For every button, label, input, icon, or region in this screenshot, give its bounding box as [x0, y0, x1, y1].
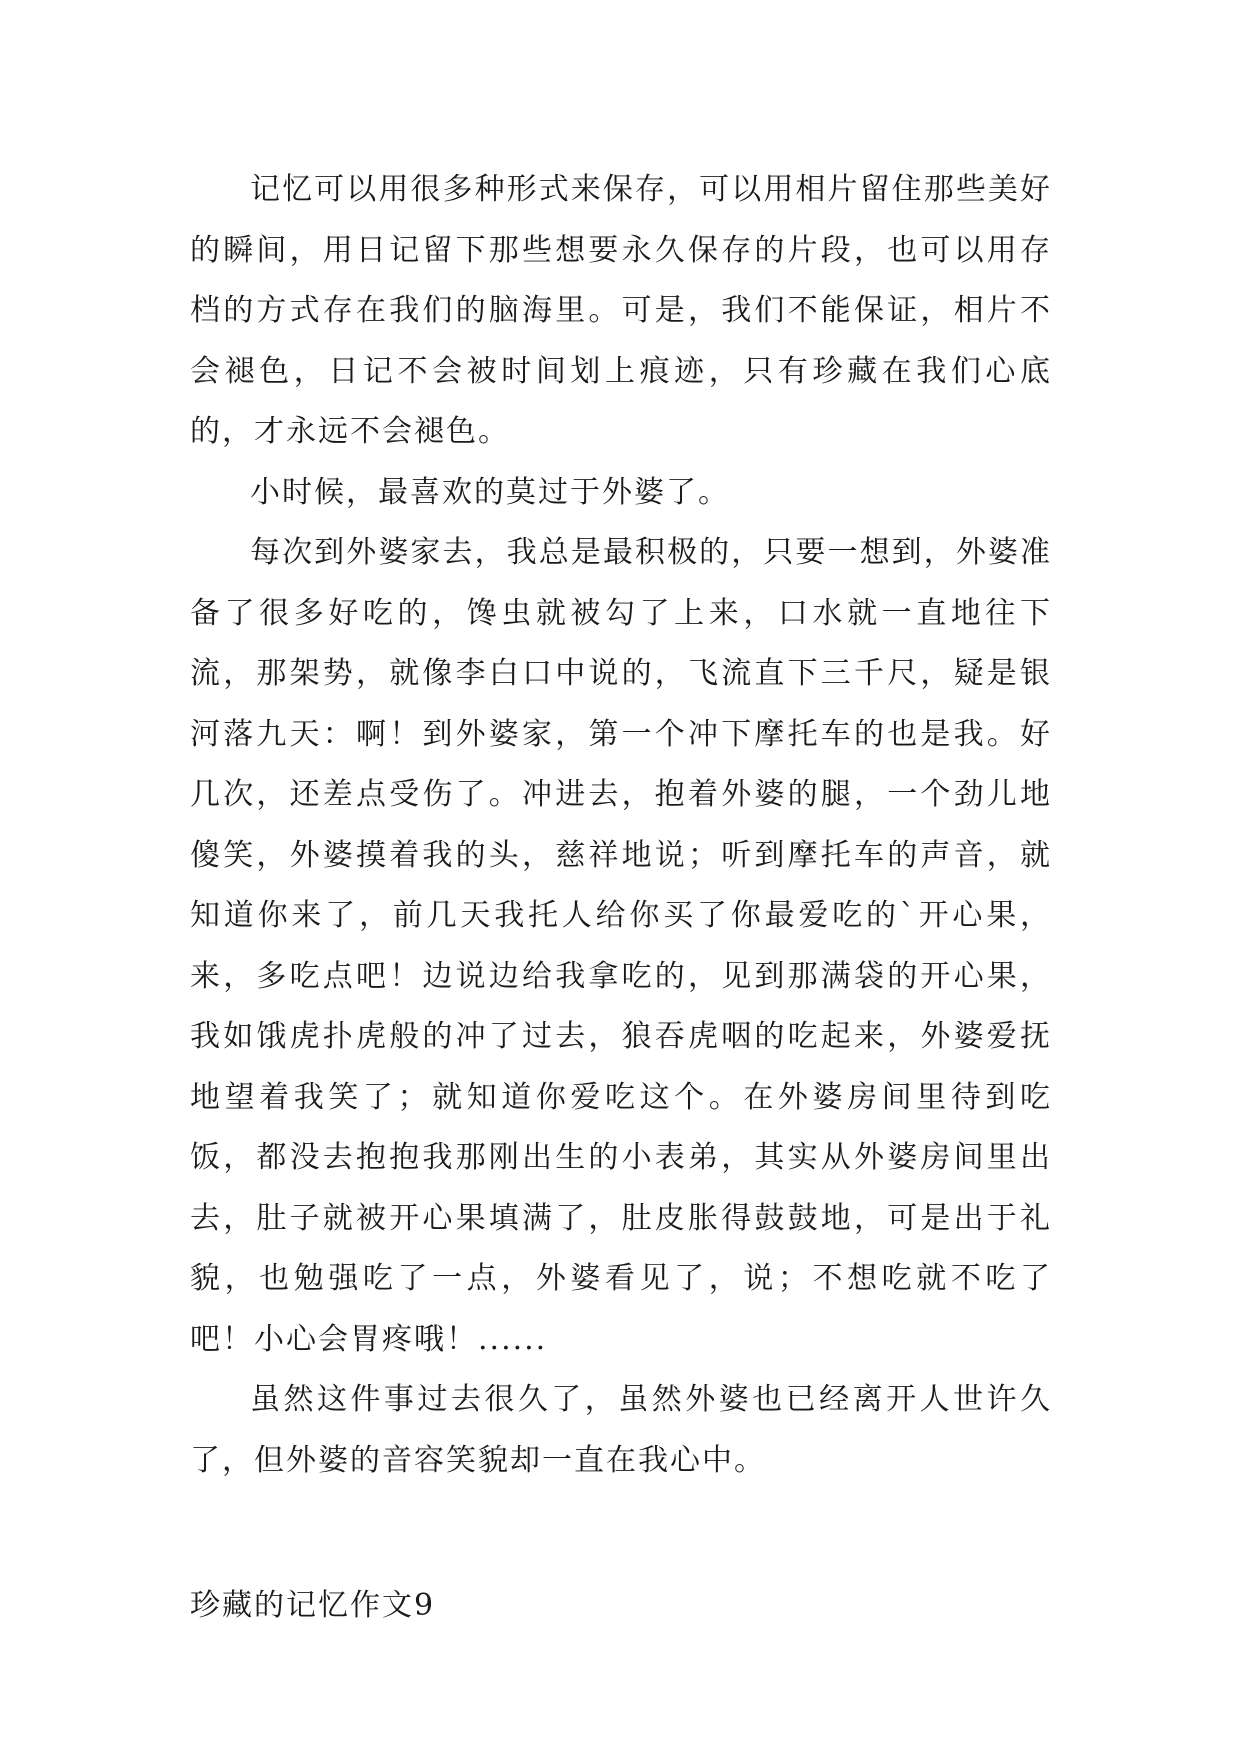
paragraph-intro: 记忆可以用很多种形式来保存，可以用相片留住那些美好的瞬间，用日记留下那些想要永久保存的片段，也可以用存档的方式存在我们的脑海里。可是，我们不能保证，相片不会褪色，日记不会被时间划上痕迹，只有珍藏在我们心底的，才永远不会褪色。	[190, 172, 1052, 449]
paragraph-childhood: 小时候，最喜欢的莫过于外婆了。	[250, 474, 730, 510]
paragraph-conclusion: 虽然这件事过去很久了，虽然外婆也已经离开人世许久了，但外婆的音容笑貌却一直在我心中。	[190, 1382, 1052, 1478]
paragraph-grandma-visit: 每次到外婆家去，我总是最积极的，只要一想到，外婆准备了很多好吃的，馋虫就被勾了上来，口水就一直地往下流，那架势，就像李白口中说的，飞流直下三千尺，疑是银河落九天：啊！到外婆家，第一个冲下摩托车的也是我。好几次，还差点受伤了。冲进去，抱着外婆的腿，一个劲儿地傻笑，外婆摸着我的头，慈祥地说；听到摩托车的声音，就知道你来了，前几天我托人给你买了你最爱吃的`开心果，来，多吃点吧！边说边给我拿吃的，见到那满袋的开心果，我如饿虎扑虎般的冲了过去，狼吞虎咽的吃起来，外婆爱抚地望着我笑了；就知道你爱吃这个。在外婆房间里待到吃饭，都没去抱抱我那刚出生的小表弟，其实从外婆房间里出去，肚子就被开心果填满了，肚皮胀得鼓鼓地，可是出于礼貌，也勉强吃了一点，外婆看见了，说；不想吃就不吃了吧！小心会胃疼哦！......	[190, 535, 1052, 1357]
article-body	[190, 160, 1052, 1491]
next-essay-title: 珍藏的记忆作文9	[190, 1588, 436, 1623]
